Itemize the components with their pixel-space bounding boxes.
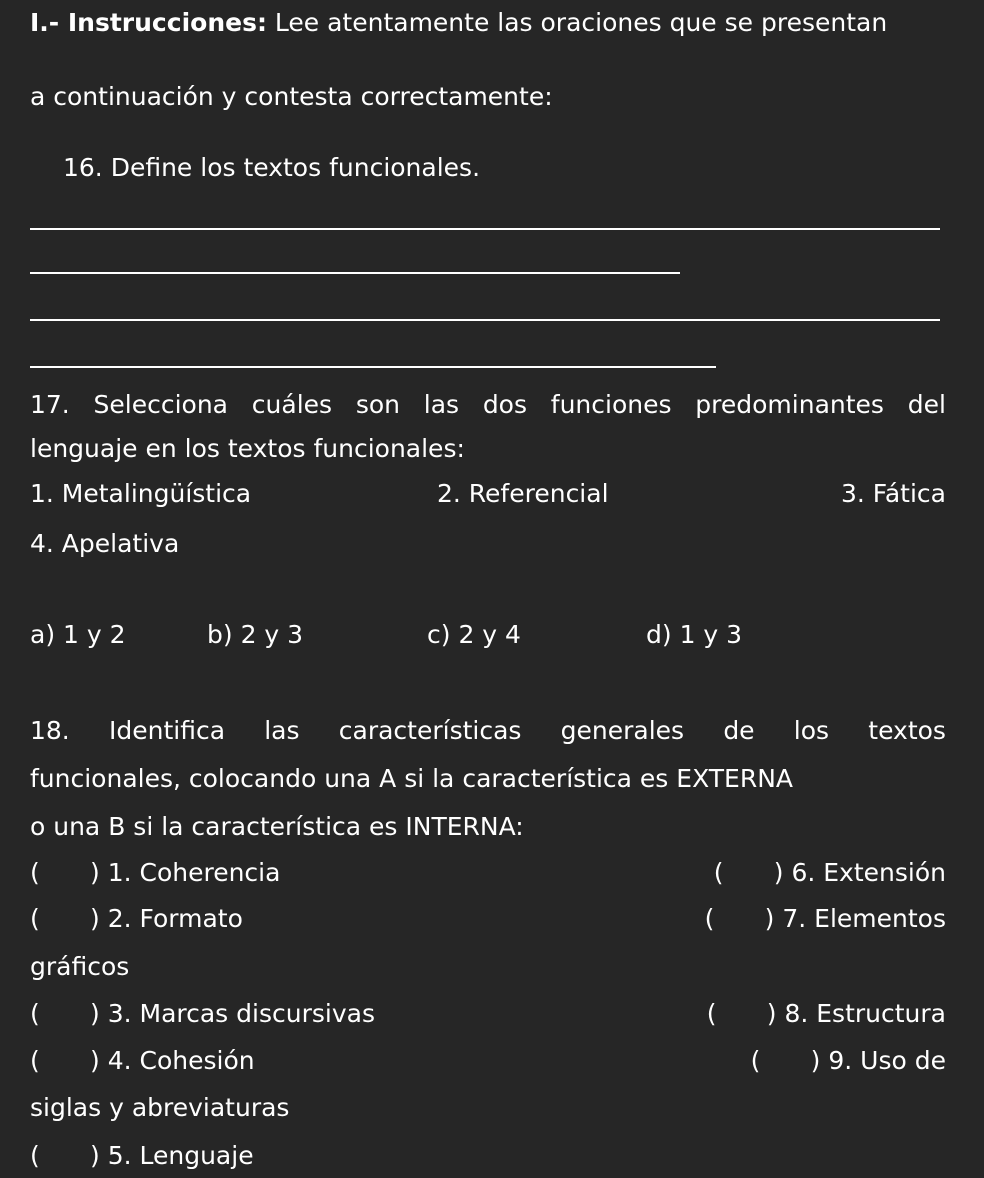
q17-answer-d[interactable]: d) 1 y 3 bbox=[646, 620, 743, 649]
q16-prompt: 16. Define los textos funcionales. bbox=[63, 153, 481, 182]
q18-item-8[interactable]: ( ) 8. Estructura bbox=[706, 999, 946, 1028]
q18-item-7[interactable]: ( ) 7. Elementos bbox=[704, 904, 946, 933]
q18-item-9-continuation: siglas y abreviaturas bbox=[30, 1093, 290, 1122]
q18-item-2[interactable]: ( ) 2. Formato bbox=[30, 904, 243, 933]
q17-option-4: 4. Apelativa bbox=[30, 529, 180, 558]
q17-option-3: 3. Fática bbox=[840, 479, 946, 508]
q17-prompt-line-2: lenguaje en los textos funcionales: bbox=[30, 434, 465, 463]
answer-line-2[interactable] bbox=[30, 272, 680, 274]
q18-item-4[interactable]: ( ) 4. Cohesión bbox=[30, 1046, 255, 1075]
q17-option-1: 1. Metalingüística bbox=[30, 479, 252, 508]
q18-item-6[interactable]: ( ) 6. Extensión bbox=[713, 858, 946, 887]
instructions-line-2: a continuación y contesta correctamente: bbox=[30, 82, 553, 111]
answer-line-4[interactable] bbox=[30, 366, 716, 368]
q18-item-1[interactable]: ( ) 1. Coherencia bbox=[30, 858, 281, 887]
instructions-text: Lee atentamente las oraciones que se presentan bbox=[266, 8, 888, 37]
q18-prompt-line-2: funcionales, colocando una A si la característica es EXTERNA bbox=[30, 764, 794, 793]
q17-answer-b[interactable]: b) 2 y 3 bbox=[207, 620, 304, 649]
q18-prompt-line-1: 18. Identifica las características generales de los textos bbox=[30, 716, 946, 745]
q17-answer-a[interactable]: a) 1 y 2 bbox=[30, 620, 126, 649]
answer-line-1[interactable] bbox=[30, 228, 940, 230]
q18-item-7-continuation: gráficos bbox=[30, 952, 130, 981]
answer-line-3[interactable] bbox=[30, 319, 940, 321]
q17-prompt-line-1: 17. Selecciona cuáles son las dos funciones predominantes del bbox=[30, 390, 946, 419]
q17-option-2: 2. Referencial bbox=[437, 479, 609, 508]
q17-answer-c[interactable]: c) 2 y 4 bbox=[427, 620, 521, 649]
q18-prompt-line-3: o una B si la característica es INTERNA: bbox=[30, 812, 524, 841]
q18-item-5[interactable]: ( ) 5. Lenguaje bbox=[30, 1141, 254, 1170]
instructions-label: I.- Instrucciones: bbox=[30, 8, 267, 37]
instructions-line-1 bbox=[30, 8, 946, 38]
q18-item-9[interactable]: ( ) 9. Uso de bbox=[750, 1046, 946, 1075]
q18-item-3[interactable]: ( ) 3. Marcas discursivas bbox=[30, 999, 375, 1028]
